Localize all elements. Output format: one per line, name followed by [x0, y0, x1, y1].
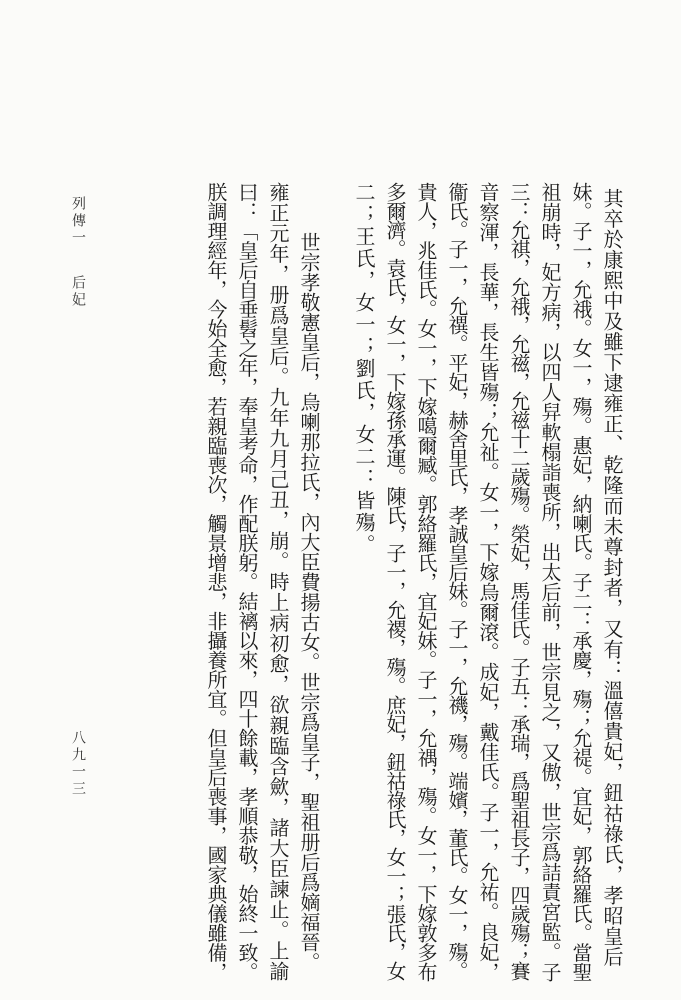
text-column-5: 音察渾，長華，長生皆殤；允祉。女一，下嫁烏爾滾。成妃，戴佳氏。子一，允祐。良妃， — [476, 182, 500, 982]
text-column-2: 妹。子一，允䄉。女一，殤。惠妃，納喇氏。子二：承慶，殤；允禔。宜妃，郭絡羅氏。當聖 — [569, 182, 593, 982]
text-column-11: 雍正元年，册爲皇后。九年九月己丑，崩。時上病初愈，欲親臨含歛，諸大臣諫止。上諭 — [266, 182, 290, 982]
text-column-4: 三：允祺，允䄉，允禌，允禌十二歲殤。榮妃，馬佳氏。子五：承瑞，爲聖祖長子，四歲殤；賽 — [507, 182, 531, 980]
running-head — [68, 196, 88, 309]
running-head-section: 列傳一 — [70, 196, 86, 247]
text-column-13: 朕調理經年，今始全愈，若親臨喪次，觸景增悲，非攝養所宜。但皇后喪事，國家典儀雖備， — [204, 182, 228, 982]
text-column-8: 多爾濟。袁氏，女一，下嫁孫承運。陳氏，子一，允禝，殤。庶妃，鈕祜祿氏，女一；張氏，女 — [383, 182, 407, 980]
running-head-chapter: 后妃 — [70, 275, 86, 309]
text-column-7: 貴人，兆佳氏。女一，下嫁噶爾臧。郭絡羅氏，宜妃妹。子一，允禑，殤。女一，下嫁敦多布 — [414, 182, 438, 982]
text-column-6: 衞氏。子一，允禩。平妃，赫舍里氏，孝誠皇后妹。子一，允禨，殤。端嬪，董氏。女一，殤。 — [445, 182, 469, 980]
text-column-3: 祖崩時，妃方病，以四人舁軟榻詣喪所，出太后前，世宗見之，又傲，世宗爲詰責宮監。子 — [538, 182, 562, 982]
text-column-10: 世宗孝敬憲皇后，烏喇那拉氏，內大臣費揚古女。世宗爲皇子，聖祖册后爲嫡福晉。 — [297, 232, 321, 972]
page-number: 八九一三 — [70, 730, 86, 798]
text-column-1: 其卒於康熙中及雖下逮雍正、乾隆而未尊封者，又有：溫僖貴妃，鈕祜祿氏，孝昭皇后 — [600, 188, 624, 967]
text-column-12: 曰：「皇后自垂髫之年，奉皇考命，作配朕躬。結褵以來，四十餘載，孝順恭敬，始終一致。 — [235, 182, 259, 982]
text-column-9: 二；王氏，女一；劉氏，女二：皆殤。 — [352, 182, 376, 556]
